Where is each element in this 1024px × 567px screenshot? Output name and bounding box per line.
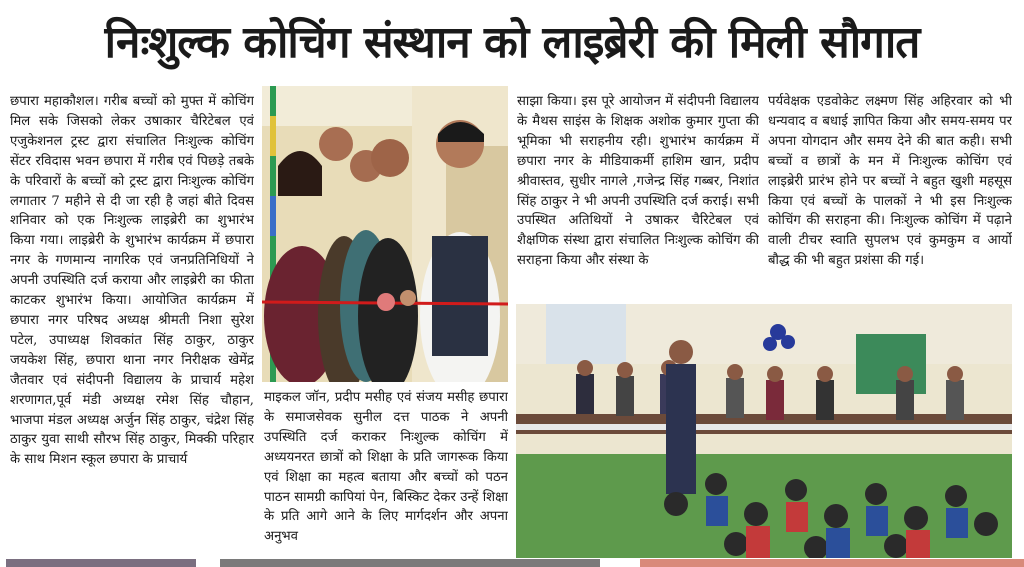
article-column-2: माइकल जॉन, प्रदीप मसीह एवं संजय मसीह छपारा के समाजसेवक सुनील दत्त पाठक ने अपनी उपस्थिति दर्ज कराकर निःशुल्क कोचिंग में अध्ययनरत छात्रों को शिक्षा के प्रति जागरूक किया एवं शिक्षा का महत्व बताया और बच्चों को पठन पाठन सामग्री कापियां पेन, बिस्किट देकर उन्हें शिक्षा के प्रति आगे आने के लिए मार्गदर्शन और अपना अनुभव [264,390,508,545]
bottom-strip-middle [220,559,600,567]
bottom-strip [0,559,1024,567]
article-column-4: पर्यवेक्षक एडवोकेट लक्ष्मण सिंह अहिरवार को भी धन्यवाद व बधाई ज्ञापित किया और समय-समय पर अपना योगदान और समय देने की बात कही। सभी बच्चों व छात्रों के मन में निःशुल्क कोचिंग एवं लाइब्रेरी प्रारंभ होने पर बच्चों ने बहुत खुशी महसूस किया एवं बच्चों के पालकों ने भी इस निःशुल्क कोचिंग की सराहना की। निःशुल्क कोचिंग में पढ़ाने वाली टीचर स्वाति सुपलभ एवं कुमकुम व आर्यो बौद्ध की भी बहुत प्रशंसा की गई। [768,94,1012,269]
article-column-1: छपारा महाकौशल। गरीब बच्चों को मुफ्त में कोचिंग मिल सके जिसको लेकर उषाकार चैरिटेबल एवं एजुकेशनल ट्रस्ट द्वारा संचालित निःशुल्क कोचिंग सेंटर रविदास भवन छपारा में गरीब एवं पिछड़े तबके के परिवारों के बच्चों को ट्रस्ट द्वारा निःशुल्क कोचिंग लगातार 7 महीने से दी जा रही है जहां बीते दिवस शनिवार को एक निःशुल्क लाइब्रेरी का शुभारंभ किया गया। लाइब्रेरी के शुभारंभ कार्यक्रम में छपारा नगर के गणमान्य नागरिक एवं जनप्रतिनिधियों ने अपनी उपस्थिति दर्ज कराया और लाइब्रेरी का फीता काटकर शुभारंभ किया। आयोजित कार्यक्रम में छपारा नगर परिषद अध्यक्ष श्रीमती निशा सुरेश पटेल, उपाध्यक्ष शिवकांत सिंह ठाकुर, ठाकुर जयकेश सिंह, छपारा थाना नगर निरीक्षक खेमेंद्र जैतवार एवं संदीपनी विद्यालय के प्राचार्य महेश शरणागत,पूर्व मंडी अध्यक्ष रमेश सिंह चौहान, भाजपा मंडल अध्यक्ष अर्जुन सिंह ठाकुर, चंद्रेश सिंह ठाकुर युवा साथी सौरभ सिंह ठाकुर, मिक्की परिहार के साथ मिशन स्कूल छपारा के प्राचार्य [10,94,254,468]
audience-hall-photo [516,304,1012,558]
bottom-strip-left [6,559,196,567]
article-column-3: साझा किया। इस पूरे आयोजन में संदीपनी विद्यालय के मैथस साइंस के शिक्षक अशोक कुमार गुप्ता की भूमिका भी सराहनीय रही। शुभारंभ कार्यक्रम में छपारा नगर के मीडियाकर्मी हाशिम खान, प्रदीप श्रीवास्तव, सुधीर नागले ,गजेन्द्र सिंह गब्बर, निशांत सिंह ठाकुर ने भी अपनी उपस्थिति दर्ज कराई। सभी उपस्थित अतिथियों ने उषाकर चैरिटेबल एवं शैक्षणिक संस्था द्वारा संचालित निःशुल्क कोचिंग की सराहना किया और संस्था के [517,94,759,269]
bottom-strip-right [640,559,1024,567]
headline: निःशुल्क कोचिंग संस्थान को लाइब्रेरी की मिली सौगात [104,17,920,68]
ribbon-cutting-photo [262,86,508,382]
